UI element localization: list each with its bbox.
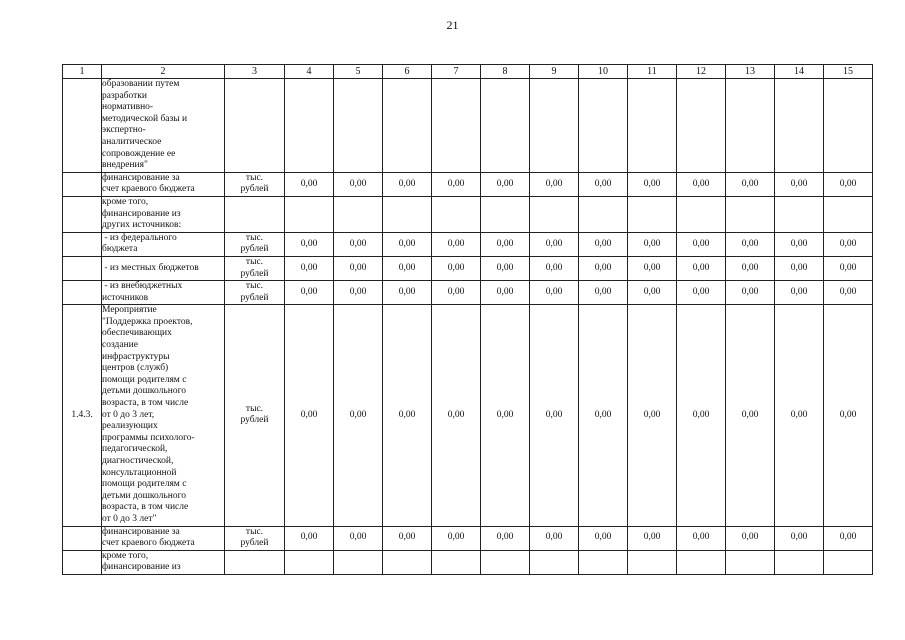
value-cell: 0,00 [677, 526, 726, 550]
description-line: детьми дошкольного [102, 386, 186, 397]
row-description [102, 256, 225, 280]
row-code [63, 196, 102, 232]
value-cell: 0,00 [628, 256, 677, 280]
description-line: "Поддержка проектов, [102, 316, 193, 327]
value-cell [432, 196, 481, 232]
column-number-13: 13 [726, 65, 775, 79]
value-cell [334, 550, 383, 574]
unit-line: тыс. [245, 403, 264, 414]
value-cell [530, 550, 579, 574]
description-line: Мероприятие [102, 305, 157, 316]
row-code [63, 550, 102, 574]
value-cell [628, 550, 677, 574]
value-cell: 0,00 [677, 172, 726, 196]
value-cell: 0,00 [285, 305, 334, 526]
column-number-3: 3 [225, 65, 285, 79]
value-cell: 0,00 [628, 281, 677, 305]
value-cell: 0,00 [775, 526, 824, 550]
description-line: разработки [102, 90, 147, 101]
value-cell: 0,00 [432, 526, 481, 550]
value-cell: 0,00 [530, 256, 579, 280]
value-cell [775, 196, 824, 232]
row-unit [225, 550, 285, 574]
value-cell: 0,00 [677, 256, 726, 280]
unit-line: тыс. [245, 172, 264, 183]
value-cell [824, 79, 873, 173]
value-cell [677, 550, 726, 574]
description-line: финансирование из [102, 562, 181, 573]
row-description [102, 281, 225, 305]
value-cell: 0,00 [824, 172, 873, 196]
value-cell: 0,00 [481, 232, 530, 256]
description-line: экспертно- [102, 125, 146, 136]
value-cell: 0,00 [726, 256, 775, 280]
column-number-11: 11 [628, 65, 677, 79]
value-cell: 0,00 [481, 172, 530, 196]
row-code [63, 526, 102, 550]
row-unit [225, 172, 285, 196]
value-cell: 0,00 [824, 256, 873, 280]
value-cell [677, 196, 726, 232]
value-cell: 0,00 [530, 232, 579, 256]
value-cell [726, 550, 775, 574]
value-cell [824, 550, 873, 574]
description-line: консультационной [102, 467, 177, 478]
value-cell [628, 196, 677, 232]
column-number-5: 5 [334, 65, 383, 79]
row-code [63, 79, 102, 173]
value-cell: 0,00 [285, 232, 334, 256]
description-line: - из местных бюджетов [102, 262, 199, 273]
value-cell [775, 79, 824, 173]
row-unit [225, 281, 285, 305]
value-cell [530, 79, 579, 173]
description-line: инфраструктуры [102, 351, 170, 362]
table-row [63, 305, 873, 526]
description-line: - из внебюджетных [102, 281, 183, 292]
column-number-8: 8 [481, 65, 530, 79]
description-line: счет краевого бюджета [102, 538, 195, 549]
description-line: нормативно- [102, 102, 154, 113]
value-cell [824, 196, 873, 232]
description-line: центров (служб) [102, 363, 169, 374]
budget-table [62, 64, 873, 575]
value-cell: 0,00 [775, 281, 824, 305]
description-line: помощи родителям с [102, 479, 187, 490]
column-number-row [63, 65, 873, 79]
value-cell [334, 79, 383, 173]
description-line: счет краевого бюджета [102, 184, 195, 195]
value-cell [481, 550, 530, 574]
table-row [63, 172, 873, 196]
description-line: детьми дошкольного [102, 490, 186, 501]
table-row [63, 196, 873, 232]
row-description [102, 172, 225, 196]
value-cell: 0,00 [824, 526, 873, 550]
value-cell: 0,00 [530, 281, 579, 305]
row-unit [225, 232, 285, 256]
description-line: кроме того, [102, 550, 149, 561]
unit-line: рублей [240, 415, 269, 426]
description-line: создание [102, 340, 138, 351]
table-row [63, 232, 873, 256]
value-cell: 0,00 [334, 281, 383, 305]
value-cell: 0,00 [285, 281, 334, 305]
value-cell: 0,00 [677, 281, 726, 305]
column-number-10: 10 [579, 65, 628, 79]
description-line: возраста, в том числе [102, 398, 189, 409]
row-code [63, 281, 102, 305]
value-cell: 0,00 [334, 232, 383, 256]
value-cell [432, 550, 481, 574]
table-body [63, 79, 873, 575]
table-row [63, 79, 873, 173]
description-line: сопровождение ее [102, 148, 176, 159]
column-number-14: 14 [775, 65, 824, 79]
value-cell: 0,00 [677, 232, 726, 256]
description-line: обеспечивающих [102, 328, 172, 339]
value-cell: 0,00 [775, 232, 824, 256]
value-cell: 0,00 [432, 172, 481, 196]
value-cell: 0,00 [432, 232, 481, 256]
unit-line: рублей [240, 292, 269, 303]
value-cell: 0,00 [334, 526, 383, 550]
value-cell: 0,00 [432, 305, 481, 526]
value-cell [726, 196, 775, 232]
description-line: финансирование из [102, 208, 181, 219]
value-cell [334, 196, 383, 232]
description-line: реализующих [102, 421, 158, 432]
description-line: образовании путем [102, 79, 180, 89]
description-line: программы психолого- [102, 432, 195, 443]
value-cell: 0,00 [383, 256, 432, 280]
column-number-4: 4 [285, 65, 334, 79]
column-number-12: 12 [677, 65, 726, 79]
row-unit [225, 305, 285, 526]
description-line: - из федерального [102, 232, 177, 243]
description-line: внедрения" [102, 160, 148, 171]
value-cell: 0,00 [579, 281, 628, 305]
value-cell: 0,00 [481, 305, 530, 526]
value-cell: 0,00 [383, 281, 432, 305]
value-cell: 0,00 [530, 305, 579, 526]
value-cell: 0,00 [628, 526, 677, 550]
value-cell: 0,00 [383, 232, 432, 256]
value-cell [775, 550, 824, 574]
row-description [102, 232, 225, 256]
row-unit [225, 526, 285, 550]
unit-line: тыс. [245, 281, 264, 292]
row-description [102, 305, 225, 526]
value-cell: 0,00 [530, 526, 579, 550]
row-unit [225, 79, 285, 173]
value-cell: 0,00 [775, 172, 824, 196]
value-cell [677, 79, 726, 173]
value-cell [579, 196, 628, 232]
value-cell: 0,00 [628, 232, 677, 256]
description-line: диагностической, [102, 456, 174, 466]
column-number-15: 15 [824, 65, 873, 79]
value-cell: 0,00 [726, 526, 775, 550]
description-line: помощи родителям с [102, 374, 187, 385]
value-cell [726, 79, 775, 173]
unit-line: рублей [240, 184, 269, 195]
table-row [63, 281, 873, 305]
value-cell: 0,00 [285, 526, 334, 550]
value-cell: 0,00 [726, 305, 775, 526]
value-cell [383, 79, 432, 173]
table-row [63, 526, 873, 550]
value-cell: 0,00 [775, 305, 824, 526]
value-cell [285, 196, 334, 232]
value-cell: 0,00 [481, 281, 530, 305]
unit-line: тыс. [245, 526, 264, 537]
value-cell: 0,00 [726, 172, 775, 196]
value-cell [383, 550, 432, 574]
row-code [63, 172, 102, 196]
value-cell [383, 196, 432, 232]
value-cell: 0,00 [677, 305, 726, 526]
value-cell: 0,00 [432, 281, 481, 305]
column-number-9: 9 [530, 65, 579, 79]
value-cell: 0,00 [726, 281, 775, 305]
value-cell: 0,00 [579, 172, 628, 196]
unit-line: тыс. [245, 232, 264, 243]
row-description [102, 526, 225, 550]
description-line: источников [102, 292, 149, 303]
unit-line: рублей [240, 244, 269, 255]
unit-line: рублей [240, 538, 269, 549]
value-cell [628, 79, 677, 173]
description-line: финансирование за [102, 526, 180, 537]
column-number-2: 2 [102, 65, 225, 79]
value-cell [432, 79, 481, 173]
value-cell [481, 79, 530, 173]
value-cell: 0,00 [824, 305, 873, 526]
value-cell [481, 196, 530, 232]
description-line: финансирование за [102, 172, 180, 183]
value-cell: 0,00 [383, 172, 432, 196]
value-cell: 0,00 [383, 526, 432, 550]
value-cell: 0,00 [432, 256, 481, 280]
description-line: кроме того, [102, 196, 149, 207]
column-number-7: 7 [432, 65, 481, 79]
row-code [63, 232, 102, 256]
unit-line: тыс. [245, 256, 264, 267]
unit-line: рублей [240, 268, 269, 279]
value-cell: 0,00 [334, 305, 383, 526]
value-cell: 0,00 [775, 256, 824, 280]
value-cell: 0,00 [628, 305, 677, 526]
value-cell: 0,00 [579, 232, 628, 256]
value-cell: 0,00 [285, 172, 334, 196]
description-line: от 0 до 3 лет, [102, 409, 155, 420]
value-cell: 0,00 [285, 256, 334, 280]
description-line: других источников: [102, 220, 182, 231]
row-unit [225, 196, 285, 232]
value-cell: 0,00 [481, 526, 530, 550]
page-number: 21 [446, 18, 459, 32]
value-cell [579, 79, 628, 173]
description-line: бюджета [102, 244, 138, 255]
value-cell: 0,00 [530, 172, 579, 196]
row-description [102, 196, 225, 232]
value-cell [285, 79, 334, 173]
row-description [102, 79, 225, 173]
table-row [63, 256, 873, 280]
value-cell: 0,00 [334, 256, 383, 280]
description-line: аналитическое [102, 136, 162, 147]
table-row [63, 550, 873, 574]
description-line: педагогической, [102, 444, 168, 455]
value-cell: 0,00 [824, 232, 873, 256]
value-cell [530, 196, 579, 232]
row-unit [225, 256, 285, 280]
value-cell: 0,00 [579, 305, 628, 526]
value-cell [579, 550, 628, 574]
value-cell: 0,00 [726, 232, 775, 256]
row-code: 1.4.3. [63, 305, 102, 526]
description-line: от 0 до 3 лет" [102, 513, 157, 524]
value-cell: 0,00 [579, 526, 628, 550]
value-cell: 0,00 [579, 256, 628, 280]
value-cell [285, 550, 334, 574]
description-line: возраста, в том числе [102, 502, 189, 513]
value-cell: 0,00 [481, 256, 530, 280]
value-cell: 0,00 [383, 305, 432, 526]
column-number-6: 6 [383, 65, 432, 79]
value-cell: 0,00 [628, 172, 677, 196]
row-description [102, 550, 225, 574]
column-number-1: 1 [63, 65, 102, 79]
value-cell: 0,00 [334, 172, 383, 196]
row-code [63, 256, 102, 280]
value-cell: 0,00 [824, 281, 873, 305]
description-line: методической базы и [102, 113, 188, 124]
